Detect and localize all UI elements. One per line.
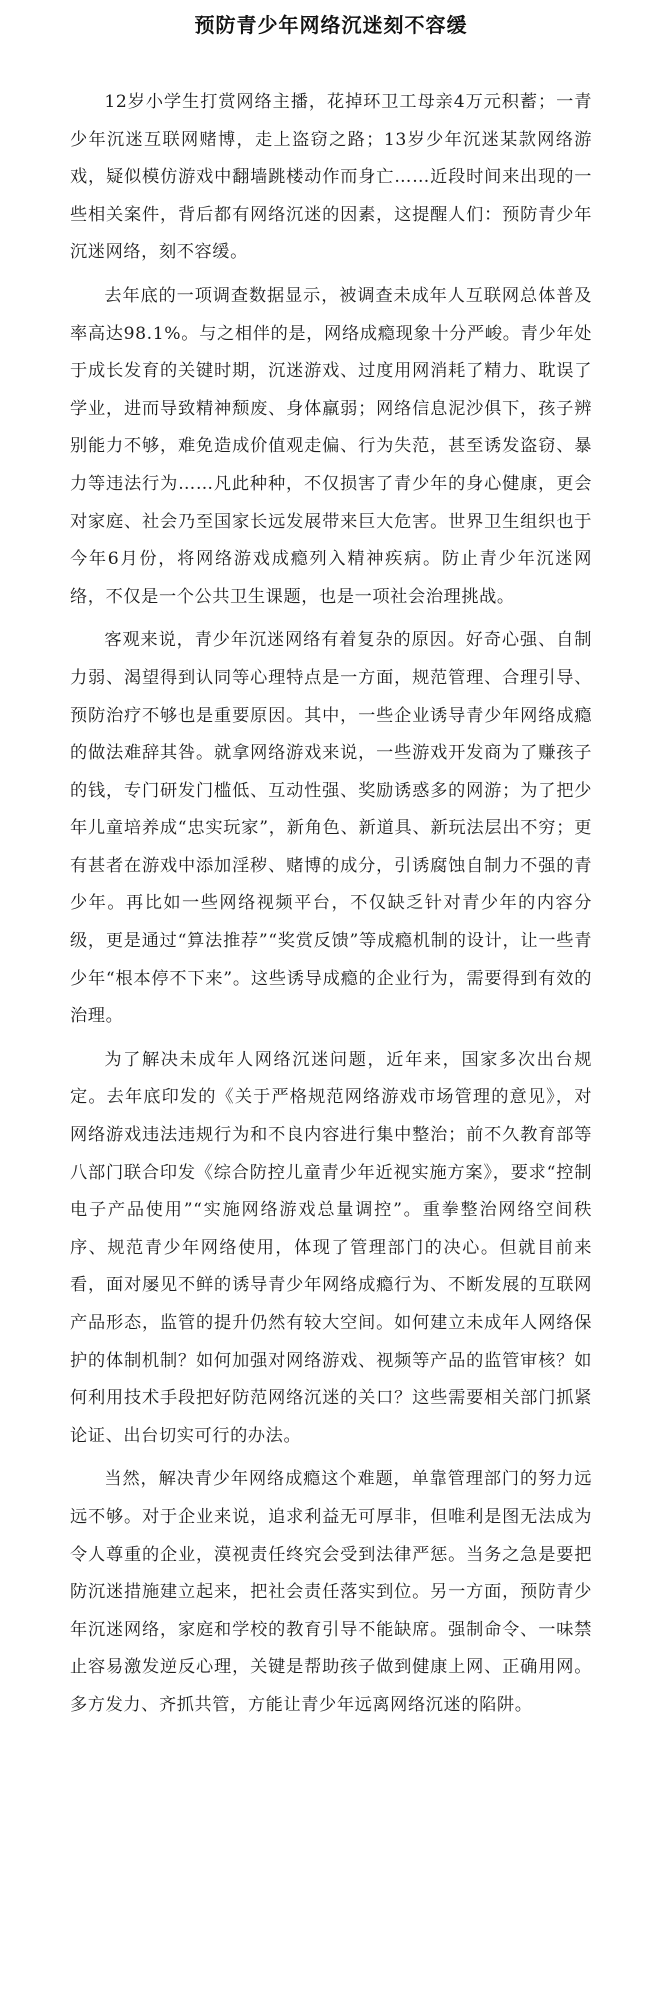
article-paragraph-3: 客观来说，青少年沉迷网络有着复杂的原因。好奇心强、自制力弱、渴望得到认同等心理特点是一方面，规范管理、合理引导、预防治疗不够也是重要原因。其中，一些企业诱导青少年网络成瘾的做法难辞其咎。就拿网络游戏来说，一些游戏开发商为了赚孩子的钱，专门研发门槛低、互动性强、奖励诱惑多的网游；为了把少年儿童培养成“忠实玩家”，新角色、新道具、新玩法层出不穷；更有甚者在游戏中添加淫秽、赌博的成分，引诱腐蚀自制力不强的青少年。再比如一些网络视频平台，不仅缺乏针对青少年的内容分级，更是通过“算法推荐”“奖赏反馈”等成瘾机制的设计，让一些青少年“根本停不下来”。这些诱导成瘾的企业行为，需要得到有效的治理。 (70, 630, 592, 1027)
article-body (70, 84, 592, 1725)
article-paragraph-4: 为了解决未成年人网络沉迷问题，近年来，国家多次出台规定。去年底印发的《关于严格规范网络游戏市场管理的意见》，对网络游戏违法违规行为和不良内容进行集中整治；前不久教育部等八部门联合印发《综合防控儿童青少年近视实施方案》，要求“控制电子产品使用”“实施网络游戏总量调控”。重拳整治网络空间秩序、规范青少年网络使用，体现了管理部门的决心。但就目前来看，面对屡见不鲜的诱导青少年网络成瘾行为、不断发展的互联网产品形态，监管的提升仍然有较大空间。如何建立未成年人网络保护的体制机制？如何加强对网络游戏、视频等产品的监管审核？如何利用技术手段把好防范网络沉迷的关口？这些需要相关部门抓紧论证、出台切实可行的办法。 (70, 1049, 592, 1446)
article-paragraph-5: 当然，解决青少年网络成瘾这个难题，单靠管理部门的努力远远不够。对于企业来说，追求利益无可厚非，但唯利是图无法成为令人尊重的企业，漠视责任终究会受到法律严惩。当务之急是要把防沉迷措施建立起来，把社会责任落实到位。另一方面，预防青少年沉迷网络，家庭和学校的教育引导不能缺席。强制命令、一味禁止容易激发逆反心理，关键是帮助孩子做到健康上网、正确用网。多方发力、齐抓共管，方能让青少年远离网络沉迷的陷阱。 (70, 1469, 592, 1715)
article-paragraph-2: 去年底的一项调查数据显示，被调查未成年人互联网总体普及率高达98.1%。与之相伴的是，网络成瘾现象十分严峻。青少年处于成长发育的关键时期，沉迷游戏、过度用网消耗了精力、耽误了学业，进而导致精神颓废、身体羸弱；网络信息泥沙俱下，孩子辨别能力不够，难免造成价值观走偏、行为失范，甚至诱发盗窃、暴力等违法行为……凡此种种，不仅损害了青少年的身心健康，更会对家庭、社会乃至国家长远发展带来巨大危害。世界卫生组织也于今年6月份，将网络游戏成瘾列入精神疾病。防止青少年沉迷网络，不仅是一个公共卫生课题，也是一项社会治理挑战。 (70, 285, 592, 607)
article-paragraph-1: 12岁小学生打赏网络主播，花掉环卫工母亲4万元积蓄；一青少年沉迷互联网赌博，走上盗窃之路；13岁少年沉迷某款网络游戏，疑似模仿游戏中翻墙跳楼动作而身亡……近段时间来出现的一些相关案件，背后都有网络沉迷的因素，这提醒人们：预防青少年沉迷网络，刻不容缓。 (70, 92, 592, 263)
article (70, 0, 592, 1731)
article-title: 预防青少年网络沉迷刻不容缓 (194, 13, 468, 37)
